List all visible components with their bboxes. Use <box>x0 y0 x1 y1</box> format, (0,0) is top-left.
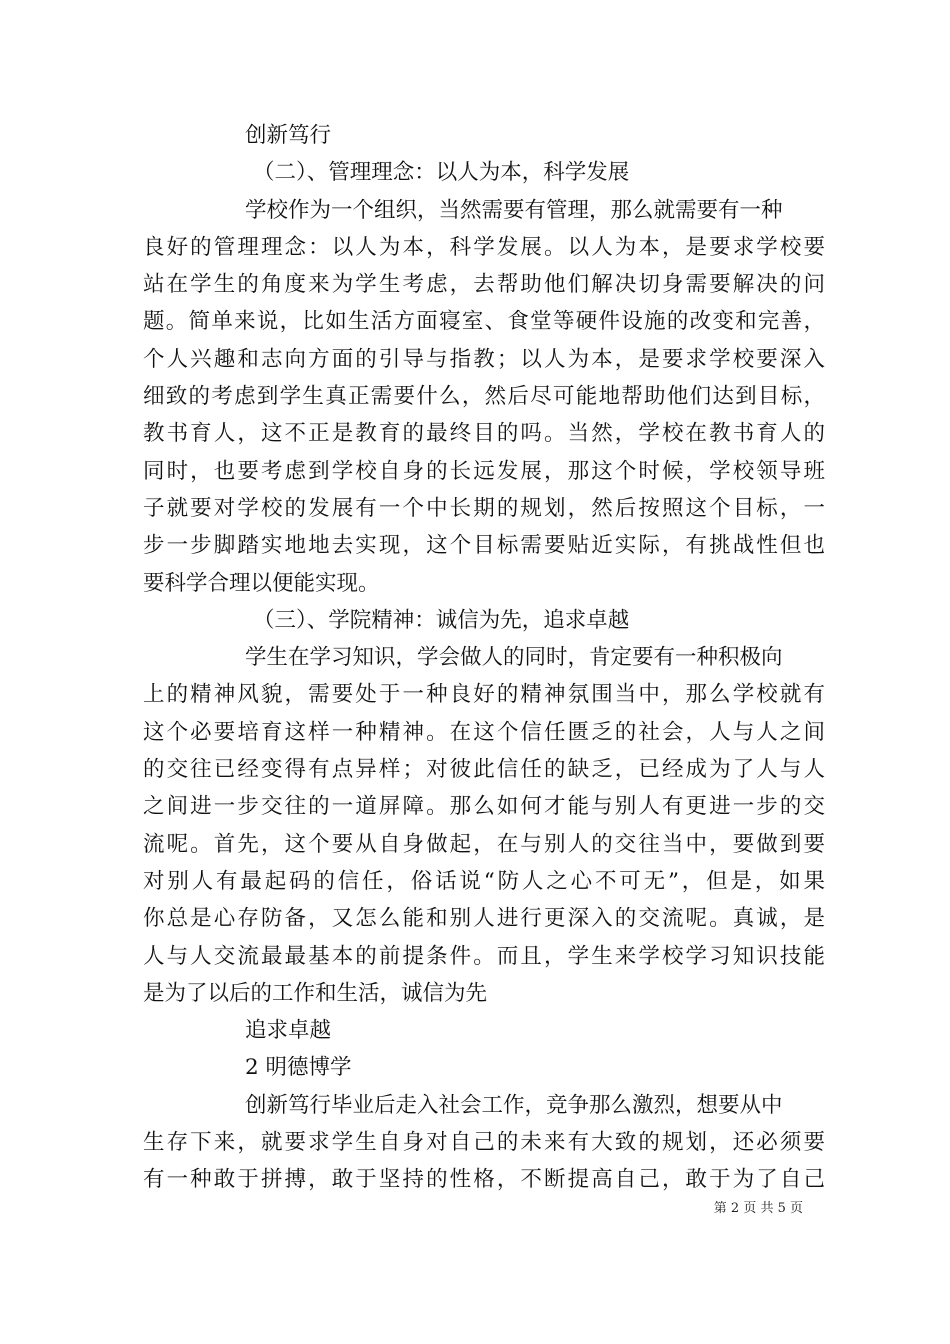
section-heading: （二）、管理理念：以人为本，科学发展 <box>253 160 630 186</box>
paragraph-line: 人与人交流最最基本的前提条件。而且，学生来学校学习知识技能 <box>143 943 825 969</box>
paragraph-first-line: 创新笃行毕业后走入社会工作，竞争那么激烈，想要从中 <box>245 1092 783 1118</box>
paragraph-first-line: 追求卓越 <box>245 1018 332 1044</box>
paragraph-line: 流呢。首先，这个要从自身做起，在与别人的交往当中，要做到要 <box>143 831 825 857</box>
paragraph-line: 题。简单来说，比如生活方面寝室、食堂等硬件设施的改变和完善， <box>143 309 825 335</box>
document-body <box>143 117 825 1199</box>
paragraph-line: 步一步脚踏实地地去实现，这个目标需要贴近实际，有挑战性但也 <box>143 533 825 559</box>
paragraph-line: 对别人有最起码的信任，俗话说“防人之心不可无”，但是，如果 <box>143 868 825 894</box>
paragraph-line: 细致的考虑到学生真正需要什么，然后尽可能地帮助他们达到目标， <box>143 384 825 410</box>
paragraph-first-line: 创新笃行 <box>245 123 332 148</box>
paragraph-line: 有一种敢于拼搏，敢于坚持的性格，不断提高自己，敢于为了自己 <box>143 1167 825 1193</box>
paragraph-line: 站在学生的角度来为学生考虑，去帮助他们解决切身需要解决的问 <box>143 272 825 298</box>
paragraph-last-line: 是为了以后的工作和生活，诚信为先 <box>143 980 488 1006</box>
paragraph-first-line: 2 明德博学 <box>245 1055 352 1081</box>
paragraph-line: 个人兴趣和志向方面的引导与指教；以人为本，是要求学校要深入 <box>143 346 825 372</box>
paragraph-line: 教书育人，这不正是教育的最终目的吗。当然，学校在教书育人的 <box>143 421 825 447</box>
paragraph-line: 这个必要培育这样一种精神。在这个信任匮乏的社会，人与人之间 <box>143 719 825 745</box>
paragraph-line: 良好的管理理念：以人为本，科学发展。以人为本，是要求学校要 <box>143 234 825 260</box>
paragraph-last-line: 要科学合理以便能实现。 <box>143 570 380 596</box>
paragraph-line: 的交往已经变得有点异样；对彼此信任的缺乏，已经成为了人与人 <box>143 757 825 783</box>
paragraph-first-line: 学校作为一个组织，当然需要有管理，那么就需要有一种 <box>245 197 783 223</box>
paragraph-line: 生存下来，就要求学生自身对自己的未来有大致的规划，还必须要 <box>143 1130 825 1156</box>
paragraph-first-line: 学生在学习知识，学会做人的同时，肯定要有一种积极向 <box>245 645 783 671</box>
page-footer: 第 2 页 共 5 页 <box>713 1201 803 1216</box>
paragraph-line: 子就要对学校的发展有一个中长期的规划，然后按照这个目标，一 <box>143 495 825 521</box>
section-heading: （三）、学院精神：诚信为先，追求卓越 <box>253 607 630 633</box>
paragraph-line: 同时，也要考虑到学校自身的长远发展，那这个时候，学校领导班 <box>143 458 825 484</box>
paragraph-line: 你总是心存防备，又怎么能和别人进行更深入的交流呢。真诚，是 <box>143 906 825 932</box>
paragraph-line: 之间进一步交往的一道屏障。那么如何才能与别人有更进一步的交 <box>143 794 825 820</box>
paragraph-line: 上的精神风貌，需要处于一种良好的精神氛围当中，那么学校就有 <box>143 682 825 708</box>
